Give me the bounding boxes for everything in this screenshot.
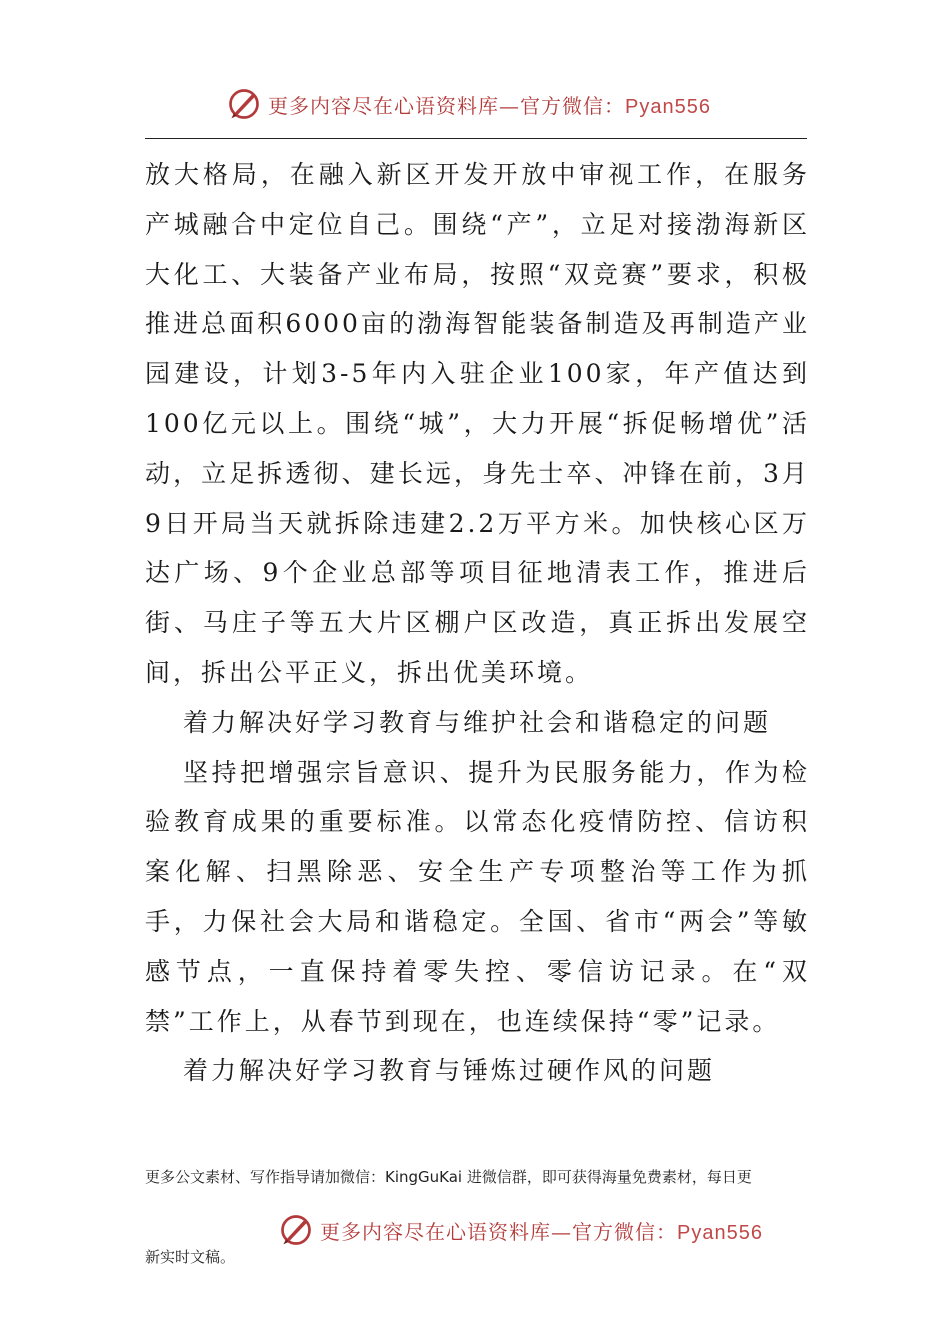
paragraph: 放大格局，在融入新区开发开放中审视工作，在服务产城融合中定位自己。围绕“产”，立足对接渤海新区大化工、大装备产业布局，按照“双竞赛”要求，积极推进总面积6000亩的渤海智能装备制造及再制造产业园建设，计划3-5年内入驻企业100家，年产值达到100亿元以上。围绕“城”，大力开展“拆促畅增优”活动，立足拆透彻、建长远，身先士卒、冲锋在前，3月9日开局当天就拆除违建2.2万平方米。加快核心区万达广场、9个企业总部等项目征地清表工作，推进后街、马庄子等五大片区棚户区改造，真正拆出发展空间，拆出公平正义，拆出优美环境。 xyxy=(145,160,810,687)
header-divider xyxy=(145,138,807,139)
header-text xyxy=(268,90,711,119)
section-heading: 着力解决好学习教育与维护社会和谐稳定的问题 xyxy=(183,707,772,737)
pen-circle-logo-icon xyxy=(226,86,262,122)
header-wechat-label: 官方微信： xyxy=(520,93,625,118)
document-body xyxy=(145,150,810,1096)
footer-note-continued: 新实时文稿。 xyxy=(145,1248,236,1266)
footer-watermark-title: 更多内容尽在心语资料库 xyxy=(320,1219,551,1244)
footer-watermark-id: Pyan556 xyxy=(677,1221,763,1244)
header-title: 更多内容尽在心语资料库 xyxy=(268,93,499,118)
header-dash: — xyxy=(499,93,520,118)
header-wechat-id: Pyan556 xyxy=(625,95,711,118)
pen-circle-logo-icon xyxy=(278,1212,314,1248)
footer-watermark xyxy=(278,1210,763,1250)
footer-watermark-label: 官方微信： xyxy=(572,1219,677,1244)
footer-note: 更多公文素材、写作指导请加微信：KingGuKai 进微信群，即可获得海量免费素材，每日更 xyxy=(145,1168,752,1186)
section-heading: 着力解决好学习教育与锤炼过硬作风的问题 xyxy=(183,1056,716,1086)
footer-watermark-text xyxy=(320,1216,763,1245)
paragraph: 坚持把增强宗旨意识、提升为民服务能力，作为检验教育成果的重要标准。以常态化疫情防控、信访积案化解、扫黑除恶、安全生产专项整治等工作为抓手，力保社会大局和谐稳定。全国、省市“两会”等敏感节点，一直保持着零失控、零信访记录。在“双禁”工作上，从春节到现在，也连续保持“零”记录。 xyxy=(145,757,810,1036)
footer-watermark-dash: — xyxy=(551,1219,572,1244)
page-header xyxy=(226,84,711,124)
